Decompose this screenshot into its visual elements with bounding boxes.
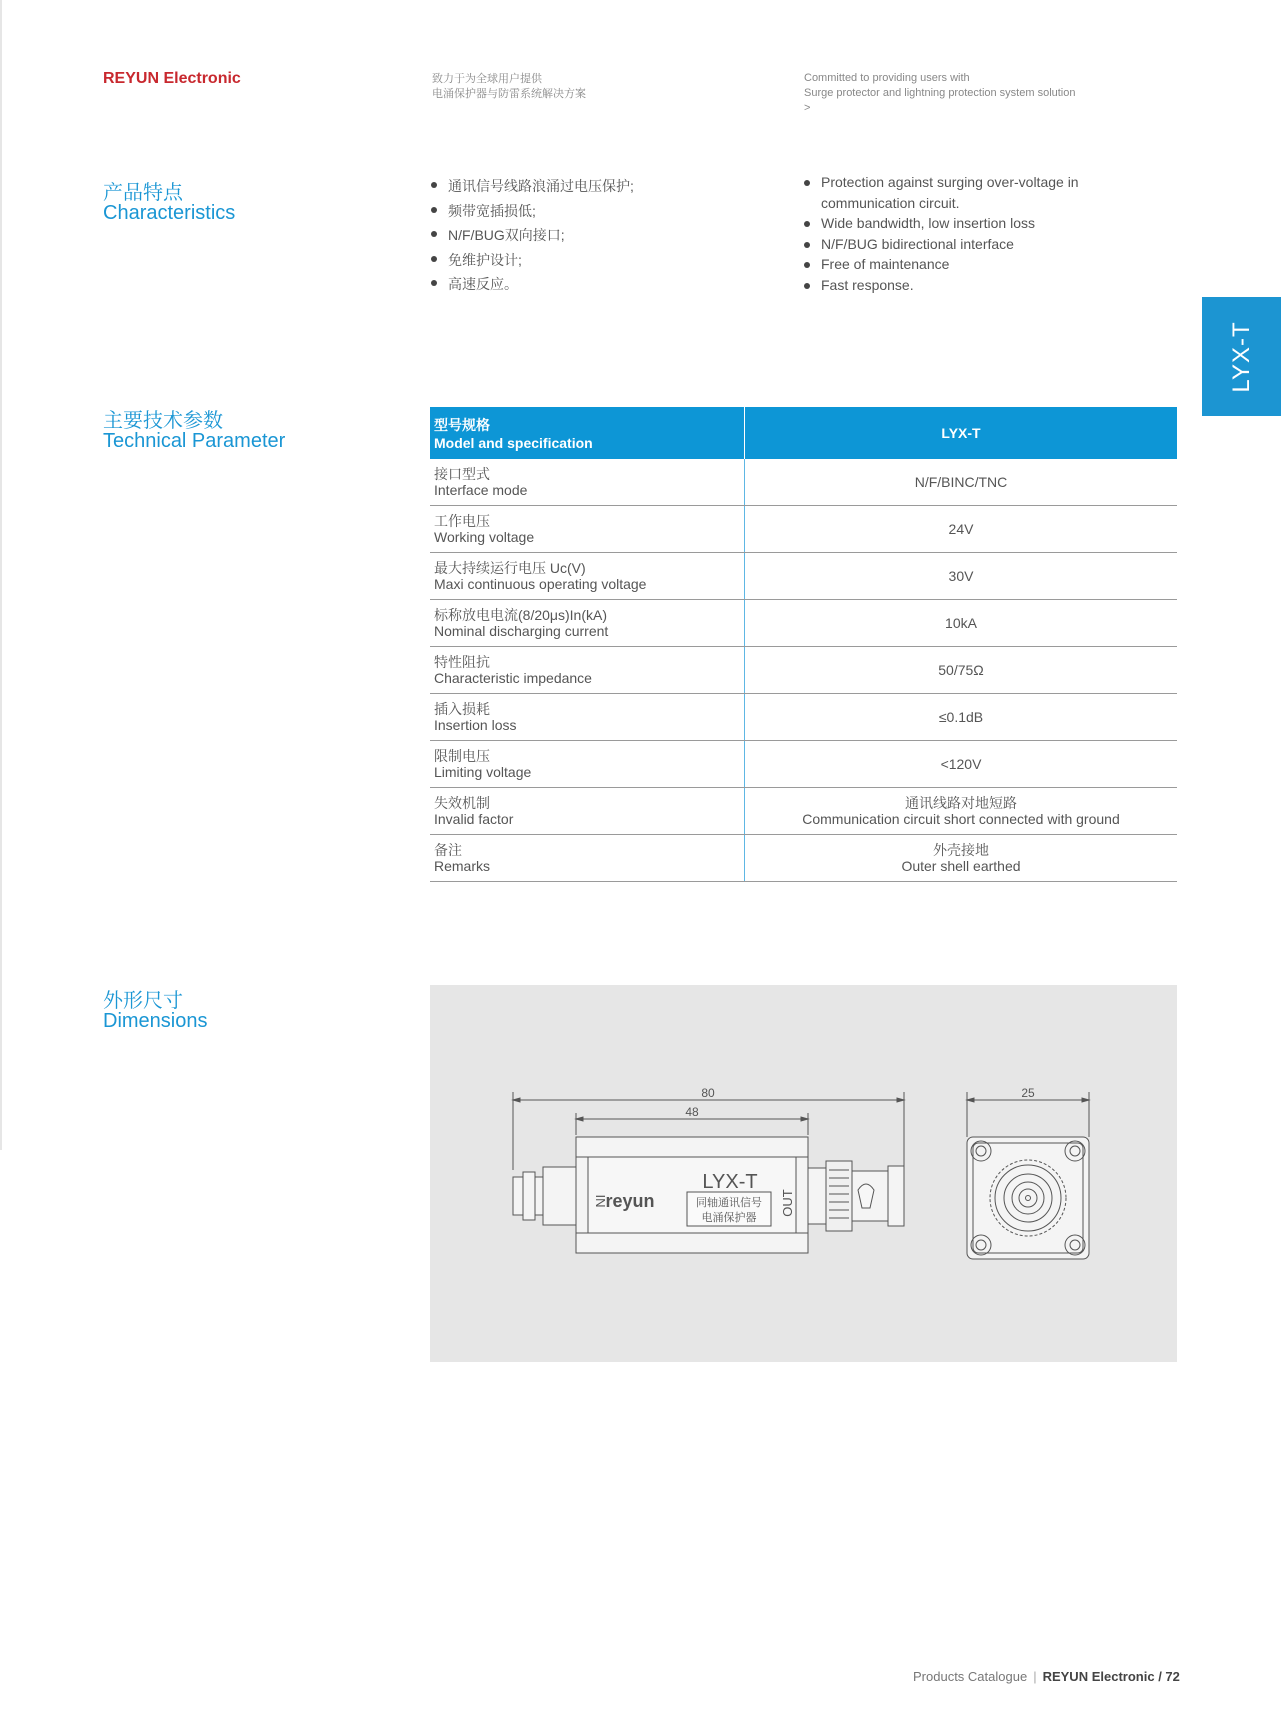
list-item: Wide bandwidth, low insertion loss: [803, 213, 1133, 234]
row-label-cn: 接口型式: [434, 466, 490, 482]
header-value-cell: LYX-T: [745, 407, 1178, 459]
row-value: 外壳接地: [933, 842, 989, 858]
brand-name: REYUN Electronic: [103, 70, 241, 87]
list-item: N/F/BUG双向接口;: [430, 223, 770, 248]
row-label-en: Remarks: [434, 858, 491, 874]
device-brand-logo: reyun: [605, 1191, 655, 1211]
port-in-label: IN: [593, 1194, 608, 1208]
table-row: [430, 459, 1177, 506]
row-label-cn: 特性阻抗: [434, 654, 490, 670]
spec-table: [430, 407, 1177, 882]
table-row: [430, 788, 1177, 835]
table-header-row: [430, 407, 1177, 459]
page-footer: [913, 1669, 1180, 1684]
side-tab-label: LYX-T: [1227, 320, 1255, 393]
footer-page-number: / 72: [1158, 1669, 1180, 1684]
row-value: N/F/BINC/TNC: [914, 474, 1008, 490]
dim-total-label: 80: [701, 1086, 715, 1100]
row-label-en: Nominal discharging current: [434, 623, 609, 639]
model-side-tab: [1202, 297, 1281, 416]
dimensions-title-cn: 外形尺寸: [103, 990, 183, 1012]
header-label-cell: [430, 407, 745, 459]
characteristics-list-en: [803, 172, 1133, 295]
row-label-en: Interface mode: [434, 482, 528, 498]
list-item: N/F/BUG bidirectional interface: [803, 234, 1133, 255]
table-row: [430, 741, 1177, 788]
row-value: 24V: [948, 521, 974, 537]
table-row: [430, 506, 1177, 553]
device-desc-line2: 电涌保护器: [701, 1212, 757, 1224]
row-label-cn: 备注: [434, 842, 462, 858]
device-desc-line1: 同轴通讯信号: [696, 1197, 762, 1209]
header-label-en: Model and specification: [434, 435, 593, 451]
list-item: 免维护设计;: [430, 248, 770, 273]
row-value: 30V: [948, 568, 974, 584]
row-label-en: Characteristic impedance: [434, 670, 592, 686]
dimensions-title-en: Dimensions: [103, 1010, 208, 1032]
row-label-en: Limiting voltage: [434, 764, 532, 780]
list-item: Fast response.: [803, 275, 1133, 296]
list-item: 高速反应。: [430, 272, 770, 297]
table-row: [430, 835, 1177, 882]
characteristics-title-cn: 产品特点: [103, 182, 183, 204]
row-label-cn: 插入损耗: [434, 701, 490, 717]
footer-brand: REYUN Electronic: [1042, 1669, 1155, 1684]
dim-body-label: 48: [685, 1105, 699, 1119]
technical-title-cn: 主要技术参数: [103, 410, 223, 432]
row-value-secondary: Communication circuit short connected with ground: [802, 811, 1120, 827]
table-row: [430, 553, 1177, 600]
row-value: 10kA: [945, 615, 977, 631]
row-label-cn: 限制电压: [434, 748, 490, 764]
list-item: 频带宽插损低;: [430, 199, 770, 224]
footer-catalogue: Products Catalogue: [913, 1669, 1028, 1684]
row-value: 通讯线路对地短路: [905, 795, 1017, 811]
row-value-secondary: Outer shell earthed: [901, 858, 1021, 874]
row-label-cn: 失效机制: [434, 795, 490, 811]
row-label-en: Invalid factor: [434, 811, 514, 827]
dimension-drawing: [430, 985, 1177, 1362]
row-label-en: Maxi continuous operating voltage: [434, 576, 647, 592]
row-label-en: Working voltage: [434, 529, 535, 545]
row-label-cn: 工作电压: [434, 513, 490, 529]
device-model-label: LYX-T: [702, 1171, 758, 1193]
dimensions-drawing-panel: [430, 985, 1177, 1362]
list-item: Free of maintenance: [803, 254, 1133, 275]
tagline-en: Committed to providing users with Surge protector and lightning protection system solution >: [804, 72, 1076, 114]
row-label-cn: 最大持续运行电压 Uc(V): [434, 560, 586, 576]
table-row: [430, 694, 1177, 741]
technical-title-en: Technical Parameter: [103, 430, 286, 452]
table-row: [430, 600, 1177, 647]
row-value: ≤0.1dB: [938, 709, 984, 725]
dim-width-label: 25: [1021, 1086, 1035, 1100]
characteristics-list-cn: [430, 174, 770, 297]
list-item: Protection against surging over-voltage in communication circuit.: [803, 172, 1133, 213]
row-label-en: Insertion loss: [434, 717, 517, 733]
header-label-cn: 型号规格: [434, 417, 490, 433]
footer-separator: |: [1033, 1669, 1037, 1684]
table-row: [430, 647, 1177, 694]
page-edge-line: [0, 0, 2, 1150]
tagline-cn: 致力于为全球用户提供 电涌保护器与防雷系统解决方案: [432, 73, 586, 100]
row-value: 50/75Ω: [938, 662, 984, 678]
port-out-label: OUT: [780, 1189, 795, 1217]
characteristics-title-en: Characteristics: [103, 202, 236, 224]
list-item: 通讯信号线路浪涌过电压保护;: [430, 174, 770, 199]
row-label-cn: 标称放电电流(8/20μs)In(kA): [434, 607, 607, 623]
row-value: <120V: [940, 756, 982, 772]
